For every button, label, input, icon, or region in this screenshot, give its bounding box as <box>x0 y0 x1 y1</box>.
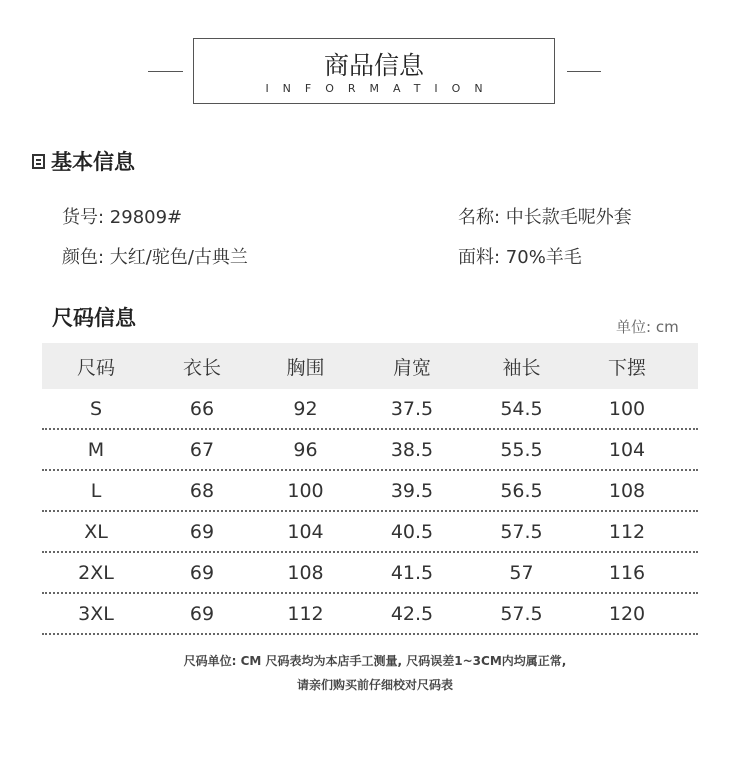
table-cell: L <box>90 479 102 502</box>
info-header-box <box>193 38 555 104</box>
document-icon <box>32 154 45 169</box>
table-cell: 100 <box>608 397 646 420</box>
table-cell: 38.5 <box>390 438 434 461</box>
table-row <box>42 430 698 471</box>
table-cell: 54.5 <box>500 397 543 420</box>
table-cell: 37.5 <box>390 397 434 420</box>
item-material: 面料: 70%羊毛 <box>458 247 582 268</box>
header-left-line <box>148 71 183 72</box>
table-cell: 67 <box>189 438 215 461</box>
size-unit-label: 单位: cm <box>616 318 679 336</box>
size-note-line-2: 请亲们购买前仔细校对尺码表 <box>296 678 453 692</box>
basic-info-heading-text: 基本信息 <box>51 150 135 174</box>
table-cell: 116 <box>608 561 646 584</box>
column-header: 尺码 <box>76 356 115 379</box>
size-table-header <box>42 343 698 389</box>
item-name: 名称: 中长款毛呢外套 <box>458 207 632 228</box>
table-cell: 41.5 <box>390 561 434 584</box>
table-row <box>42 553 698 594</box>
table-cell: 57.5 <box>500 602 543 625</box>
table-cell: 2XL <box>78 561 114 584</box>
header-right-line <box>567 71 601 72</box>
table-cell: 100 <box>287 479 324 502</box>
page-title: 商品信息 <box>323 51 424 80</box>
table-row <box>42 471 698 512</box>
table-row <box>42 512 698 553</box>
table-cell: 3XL <box>78 602 114 625</box>
table-cell: 69 <box>189 561 215 584</box>
table-cell: 42.5 <box>390 602 434 625</box>
table-cell: 104 <box>608 438 646 461</box>
column-header: 肩宽 <box>392 356 431 379</box>
table-row <box>42 389 698 430</box>
column-header: 衣长 <box>182 356 221 379</box>
page-subtitle: INFORMATION <box>265 82 497 95</box>
table-cell: 66 <box>189 397 215 420</box>
table-cell: S <box>89 397 103 420</box>
table-cell: 68 <box>189 479 215 502</box>
table-cell: 69 <box>189 520 215 543</box>
table-cell: 104 <box>287 520 324 543</box>
size-note-line-1: 尺码单位: CM 尺码表均为本店手工测量, 尺码误差1~3CM内均属正常, <box>183 654 567 668</box>
table-cell: 55.5 <box>500 438 543 461</box>
item-number: 货号: 29809# <box>62 207 183 228</box>
table-row <box>42 594 698 635</box>
item-color: 颜色: 大红/驼色/古典兰 <box>62 247 248 268</box>
size-table <box>42 343 698 635</box>
table-cell: 108 <box>287 561 324 584</box>
basic-info-heading <box>32 146 135 176</box>
table-cell: 92 <box>293 397 318 420</box>
table-cell: 112 <box>287 602 324 625</box>
table-cell: 39.5 <box>390 479 434 502</box>
table-cell: M <box>87 438 105 461</box>
table-cell: 57.5 <box>500 520 543 543</box>
table-cell: 120 <box>608 602 646 625</box>
table-cell: 69 <box>189 602 215 625</box>
column-header: 胸围 <box>286 356 325 379</box>
table-cell: 40.5 <box>390 520 434 543</box>
table-cell: 57 <box>509 561 534 584</box>
table-cell: 56.5 <box>500 479 543 502</box>
table-cell: 108 <box>608 479 646 502</box>
column-header: 下摆 <box>607 356 646 379</box>
size-info-heading: 尺码信息 <box>52 306 136 330</box>
column-header: 袖长 <box>502 356 541 379</box>
table-cell: XL <box>84 520 108 543</box>
table-cell: 112 <box>608 520 646 543</box>
table-cell: 96 <box>293 438 318 461</box>
